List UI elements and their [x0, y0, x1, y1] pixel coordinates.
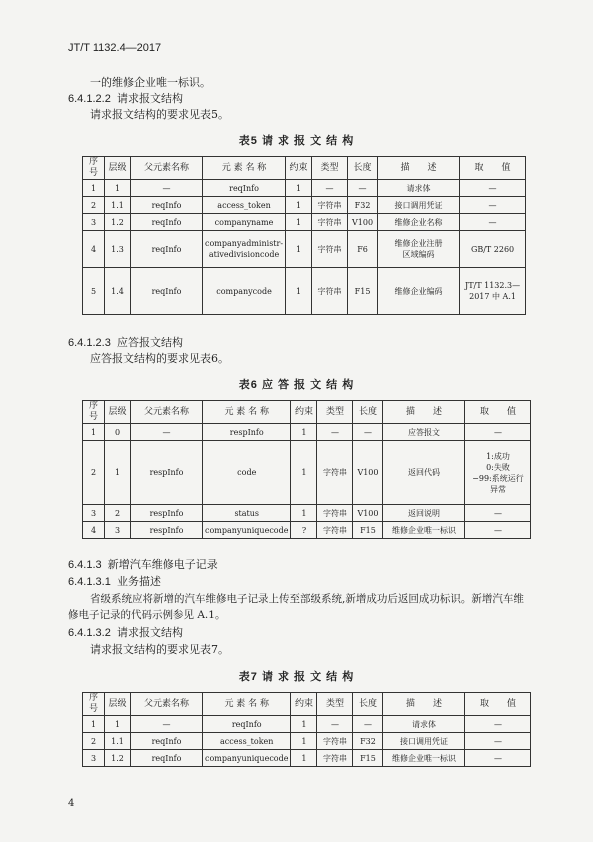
table-cell: 1: [286, 197, 312, 214]
table-cell: 字符串: [317, 441, 353, 505]
table-cell: F15: [353, 522, 383, 539]
table-cell: 请求体: [383, 716, 465, 733]
column-header: 描 述: [378, 157, 460, 180]
request-structure-table: [82, 156, 526, 315]
section-number: 6.4.1.3.2: [68, 627, 111, 639]
table-cell: 请求体: [378, 180, 460, 197]
table-cell: ?: [291, 522, 317, 539]
table-cell: 1: [291, 424, 317, 441]
table-cell: —: [465, 750, 531, 767]
table-cell: 1.1: [105, 733, 131, 750]
table-cell: 1: [105, 716, 131, 733]
table-row: [83, 522, 531, 539]
section-title: 新增汽车维修电子记录: [107, 559, 218, 571]
table-cell: 1: [286, 231, 312, 268]
table-cell: F6: [348, 231, 378, 268]
column-header: 元 素 名 称: [203, 401, 291, 424]
column-header: 父元素名称: [131, 693, 203, 716]
column-header: 约束: [291, 401, 317, 424]
table-cell: 返回说明: [383, 505, 465, 522]
table-cell: 1: [291, 505, 317, 522]
table-cell: reqInfo: [131, 750, 203, 767]
table-cell: reqInfo: [203, 716, 291, 733]
table-cell: 字符串: [317, 522, 353, 539]
table-cell: 1: [286, 268, 312, 315]
table-cell: —: [460, 214, 526, 231]
table-cell: 3: [83, 750, 105, 767]
table-cell: —: [353, 716, 383, 733]
table-cell: 1: [286, 180, 312, 197]
table-cell: 维修企业唯一标识: [383, 522, 465, 539]
column-header: 长度: [353, 693, 383, 716]
column-header: 类型: [317, 693, 353, 716]
table-header-row: [83, 401, 531, 424]
table-row: [83, 180, 526, 197]
table-row: [83, 441, 531, 505]
table-cell: 1: [291, 733, 317, 750]
table-cell: 1:成功 0:失败 −99:系统运行 异常: [465, 441, 531, 505]
table-row: [83, 231, 526, 268]
table-cell: —: [460, 197, 526, 214]
standard-header: JT/T 1132.4—2017: [68, 42, 162, 54]
table-cell: 1.2: [105, 214, 131, 231]
column-header: 元 素 名 称: [203, 693, 291, 716]
table-cell: 维修企业注册 区域编码: [378, 231, 460, 268]
table-cell: reqInfo: [131, 268, 203, 315]
table-cell: 1: [291, 716, 317, 733]
table-cell: companyadministr- ativedivisioncode: [203, 231, 286, 268]
page-number: 4: [68, 798, 75, 809]
column-header: 父元素名称: [131, 157, 203, 180]
table-cell: 返回代码: [383, 441, 465, 505]
table-cell: 2: [105, 505, 131, 522]
section-number: 6.4.1.3.1: [68, 576, 111, 588]
request-structure-table: [82, 692, 531, 767]
table-cell: 2: [83, 441, 105, 505]
column-header: 类型: [312, 157, 348, 180]
table-row: [83, 750, 531, 767]
column-header: 描 述: [383, 693, 465, 716]
table-row: [83, 505, 531, 522]
column-header: 类型: [317, 401, 353, 424]
table-cell: 4: [83, 522, 105, 539]
column-header: 父元素名称: [131, 401, 203, 424]
table-cell: —: [131, 716, 203, 733]
table-cell: 1: [291, 750, 317, 767]
column-header: 序号: [83, 693, 105, 716]
table-cell: 字符串: [317, 750, 353, 767]
table-cell: V100: [353, 441, 383, 505]
table-cell: reqInfo: [131, 733, 203, 750]
section-heading: [68, 556, 218, 572]
column-header: 约束: [286, 157, 312, 180]
table-cell: 1.3: [105, 231, 131, 268]
table-cell: 1: [83, 424, 105, 441]
table-row: [83, 716, 531, 733]
table-cell: companycode: [203, 268, 286, 315]
table-cell: 1: [105, 441, 131, 505]
table-header-row: [83, 157, 526, 180]
column-header: 长度: [353, 401, 383, 424]
table-cell: respInfo: [203, 424, 291, 441]
table-cell: 维修企业唯一标识: [383, 750, 465, 767]
table-caption: 表7 请 求 报 文 结 构: [238, 671, 355, 683]
column-header: 取 值: [465, 401, 531, 424]
table-cell: JT/T 1132.3— 2017 中 A.1: [460, 268, 526, 315]
section-title: 请求报文结构: [116, 93, 183, 105]
section-paragraph: 应答报文结构的要求见表6。: [90, 352, 229, 365]
table-cell: respInfo: [131, 505, 203, 522]
table-cell: F32: [348, 197, 378, 214]
column-header: 序号: [83, 157, 105, 180]
section-paragraph: 省级系统应将新增的汽车维修电子记录上传至部级系统,新增成功后返回成功标识。新增汽车维: [90, 593, 524, 605]
table-cell: companyuniquecode: [203, 750, 291, 767]
table-cell: 字符串: [317, 733, 353, 750]
table-caption: 表6 应 答 报 文 结 构: [238, 379, 355, 391]
column-header: 描 述: [383, 401, 465, 424]
table-cell: 1.4: [105, 268, 131, 315]
section-heading: [68, 624, 183, 640]
table-cell: reqInfo: [203, 180, 286, 197]
response-structure-table: [82, 400, 531, 539]
column-header: 层级: [105, 693, 131, 716]
table-cell: 维修企业名称: [378, 214, 460, 231]
column-header: 长度: [348, 157, 378, 180]
table-row: [83, 733, 531, 750]
table-cell: —: [348, 180, 378, 197]
table-row: [83, 214, 526, 231]
table-cell: code: [203, 441, 291, 505]
section-heading: [68, 334, 183, 350]
table-cell: V100: [348, 214, 378, 231]
table-cell: F15: [348, 268, 378, 315]
section-heading: [68, 573, 161, 589]
table-cell: reqInfo: [131, 214, 203, 231]
table-cell: F15: [353, 750, 383, 767]
table-caption: 表5 请 求 报 文 结 构: [238, 135, 355, 147]
table-cell: 接口调用凭证: [378, 197, 460, 214]
table-cell: 1: [291, 441, 317, 505]
table-row: [83, 424, 531, 441]
table-row: [83, 268, 526, 315]
table-cell: 2: [83, 733, 105, 750]
section-paragraph: 修电子记录的代码示例参见 A.1。: [68, 609, 226, 621]
column-header: 层级: [105, 401, 131, 424]
table-cell: 字符串: [312, 214, 348, 231]
column-header: 元 素 名 称: [203, 157, 286, 180]
section-title: 应答报文结构: [116, 337, 183, 349]
table-cell: 3: [83, 505, 105, 522]
table-cell: —: [465, 733, 531, 750]
column-header: 层级: [105, 157, 131, 180]
table-cell: V100: [353, 505, 383, 522]
table-cell: 1: [83, 180, 105, 197]
section-number: 6.4.1.2.3: [68, 337, 111, 349]
table-cell: —: [465, 522, 531, 539]
table-cell: 字符串: [312, 268, 348, 315]
table-cell: reqInfo: [131, 231, 203, 268]
table-cell: 1.2: [105, 750, 131, 767]
table-cell: —: [131, 180, 203, 197]
table-cell: companyname: [203, 214, 286, 231]
table-cell: 2: [83, 197, 105, 214]
table-cell: —: [460, 180, 526, 197]
table-cell: respInfo: [131, 441, 203, 505]
table-cell: —: [353, 424, 383, 441]
section-number: 6.4.1.3: [68, 559, 102, 571]
section-number: 6.4.1.2.2: [68, 93, 111, 105]
table-cell: 接口调用凭证: [383, 733, 465, 750]
column-header: 序号: [83, 401, 105, 424]
table-cell: access_token: [203, 197, 286, 214]
table-cell: 1.1: [105, 197, 131, 214]
table-cell: 3: [105, 522, 131, 539]
table-header-row: [83, 693, 531, 716]
column-header: 取 值: [465, 693, 531, 716]
section-heading: [68, 90, 183, 106]
table-cell: 字符串: [312, 197, 348, 214]
continued-paragraph: 一的维修企业唯一标识。: [90, 76, 211, 89]
table-cell: 5: [83, 268, 105, 315]
section-title: 业务描述: [116, 576, 161, 588]
table-cell: 1: [286, 214, 312, 231]
table-cell: companyuniquecode: [203, 522, 291, 539]
column-header: 约束: [291, 693, 317, 716]
section-title: 请求报文结构: [116, 627, 183, 639]
table-cell: reqInfo: [131, 197, 203, 214]
column-header: 取 值: [460, 157, 526, 180]
table-cell: 维修企业编码: [378, 268, 460, 315]
table-cell: —: [312, 180, 348, 197]
table-cell: respInfo: [131, 522, 203, 539]
table-cell: —: [317, 424, 353, 441]
table-cell: 1: [83, 716, 105, 733]
table-cell: GB/T 2260: [460, 231, 526, 268]
table-cell: F32: [353, 733, 383, 750]
table-cell: 4: [83, 231, 105, 268]
table-cell: 应答报文: [383, 424, 465, 441]
table-cell: status: [203, 505, 291, 522]
table-row: [83, 197, 526, 214]
table-cell: —: [465, 716, 531, 733]
table-cell: access_token: [203, 733, 291, 750]
table-cell: —: [317, 716, 353, 733]
section-paragraph: 请求报文结构的要求见表7。: [90, 643, 229, 656]
table-cell: 1: [105, 180, 131, 197]
table-cell: —: [131, 424, 203, 441]
table-cell: —: [465, 505, 531, 522]
section-paragraph: 请求报文结构的要求见表5。: [90, 108, 229, 121]
table-cell: 0: [105, 424, 131, 441]
table-cell: 字符串: [317, 505, 353, 522]
table-cell: 字符串: [312, 231, 348, 268]
table-cell: —: [465, 424, 531, 441]
table-cell: 3: [83, 214, 105, 231]
